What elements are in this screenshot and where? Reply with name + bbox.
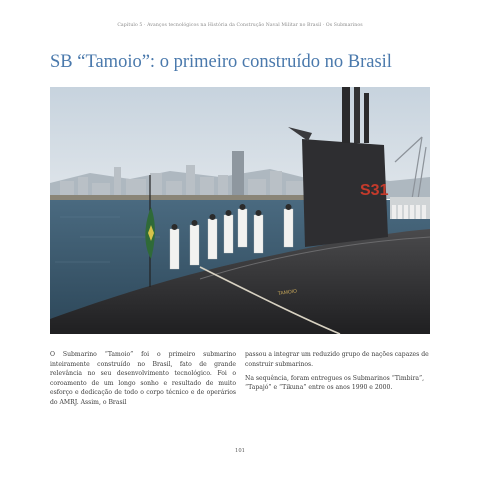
body-paragraph: passou a integrar um reduzido grupo de nações capazes de construir submarinos.	[245, 351, 429, 368]
body-column-left	[50, 350, 236, 412]
body-column-right	[245, 350, 431, 398]
hull-name: TAMOIO	[277, 288, 298, 297]
running-head: Capítulo 5 · Avanços tecnológicos na História da Construção Naval Militar no Brasil · Os Submarinos	[117, 23, 363, 28]
sail-marking: S31	[360, 182, 389, 199]
page-number: 101	[235, 448, 245, 454]
body-paragraph: Na sequência, foram entregues os Submarinos “Timbira”, “Tapajó” e “Tikuna” entre os anos 1990 e 2000.	[245, 374, 425, 392]
submarine-photo	[50, 87, 430, 334]
page-title: SB “Tamoio”: o primeiro construído no Brasil	[50, 52, 392, 72]
body-paragraph: O Submarino “Tamoio” foi o primeiro submarino inteiramente construído no Brasil, fato de grande relevância no seu desenvolvimento tecnológico. Foi o coroamento de um longo sonho e resultado de muito esforço e dedicação de todo o corpo técnico e de operários do AMRJ. Assim, o Brasil	[50, 351, 236, 406]
